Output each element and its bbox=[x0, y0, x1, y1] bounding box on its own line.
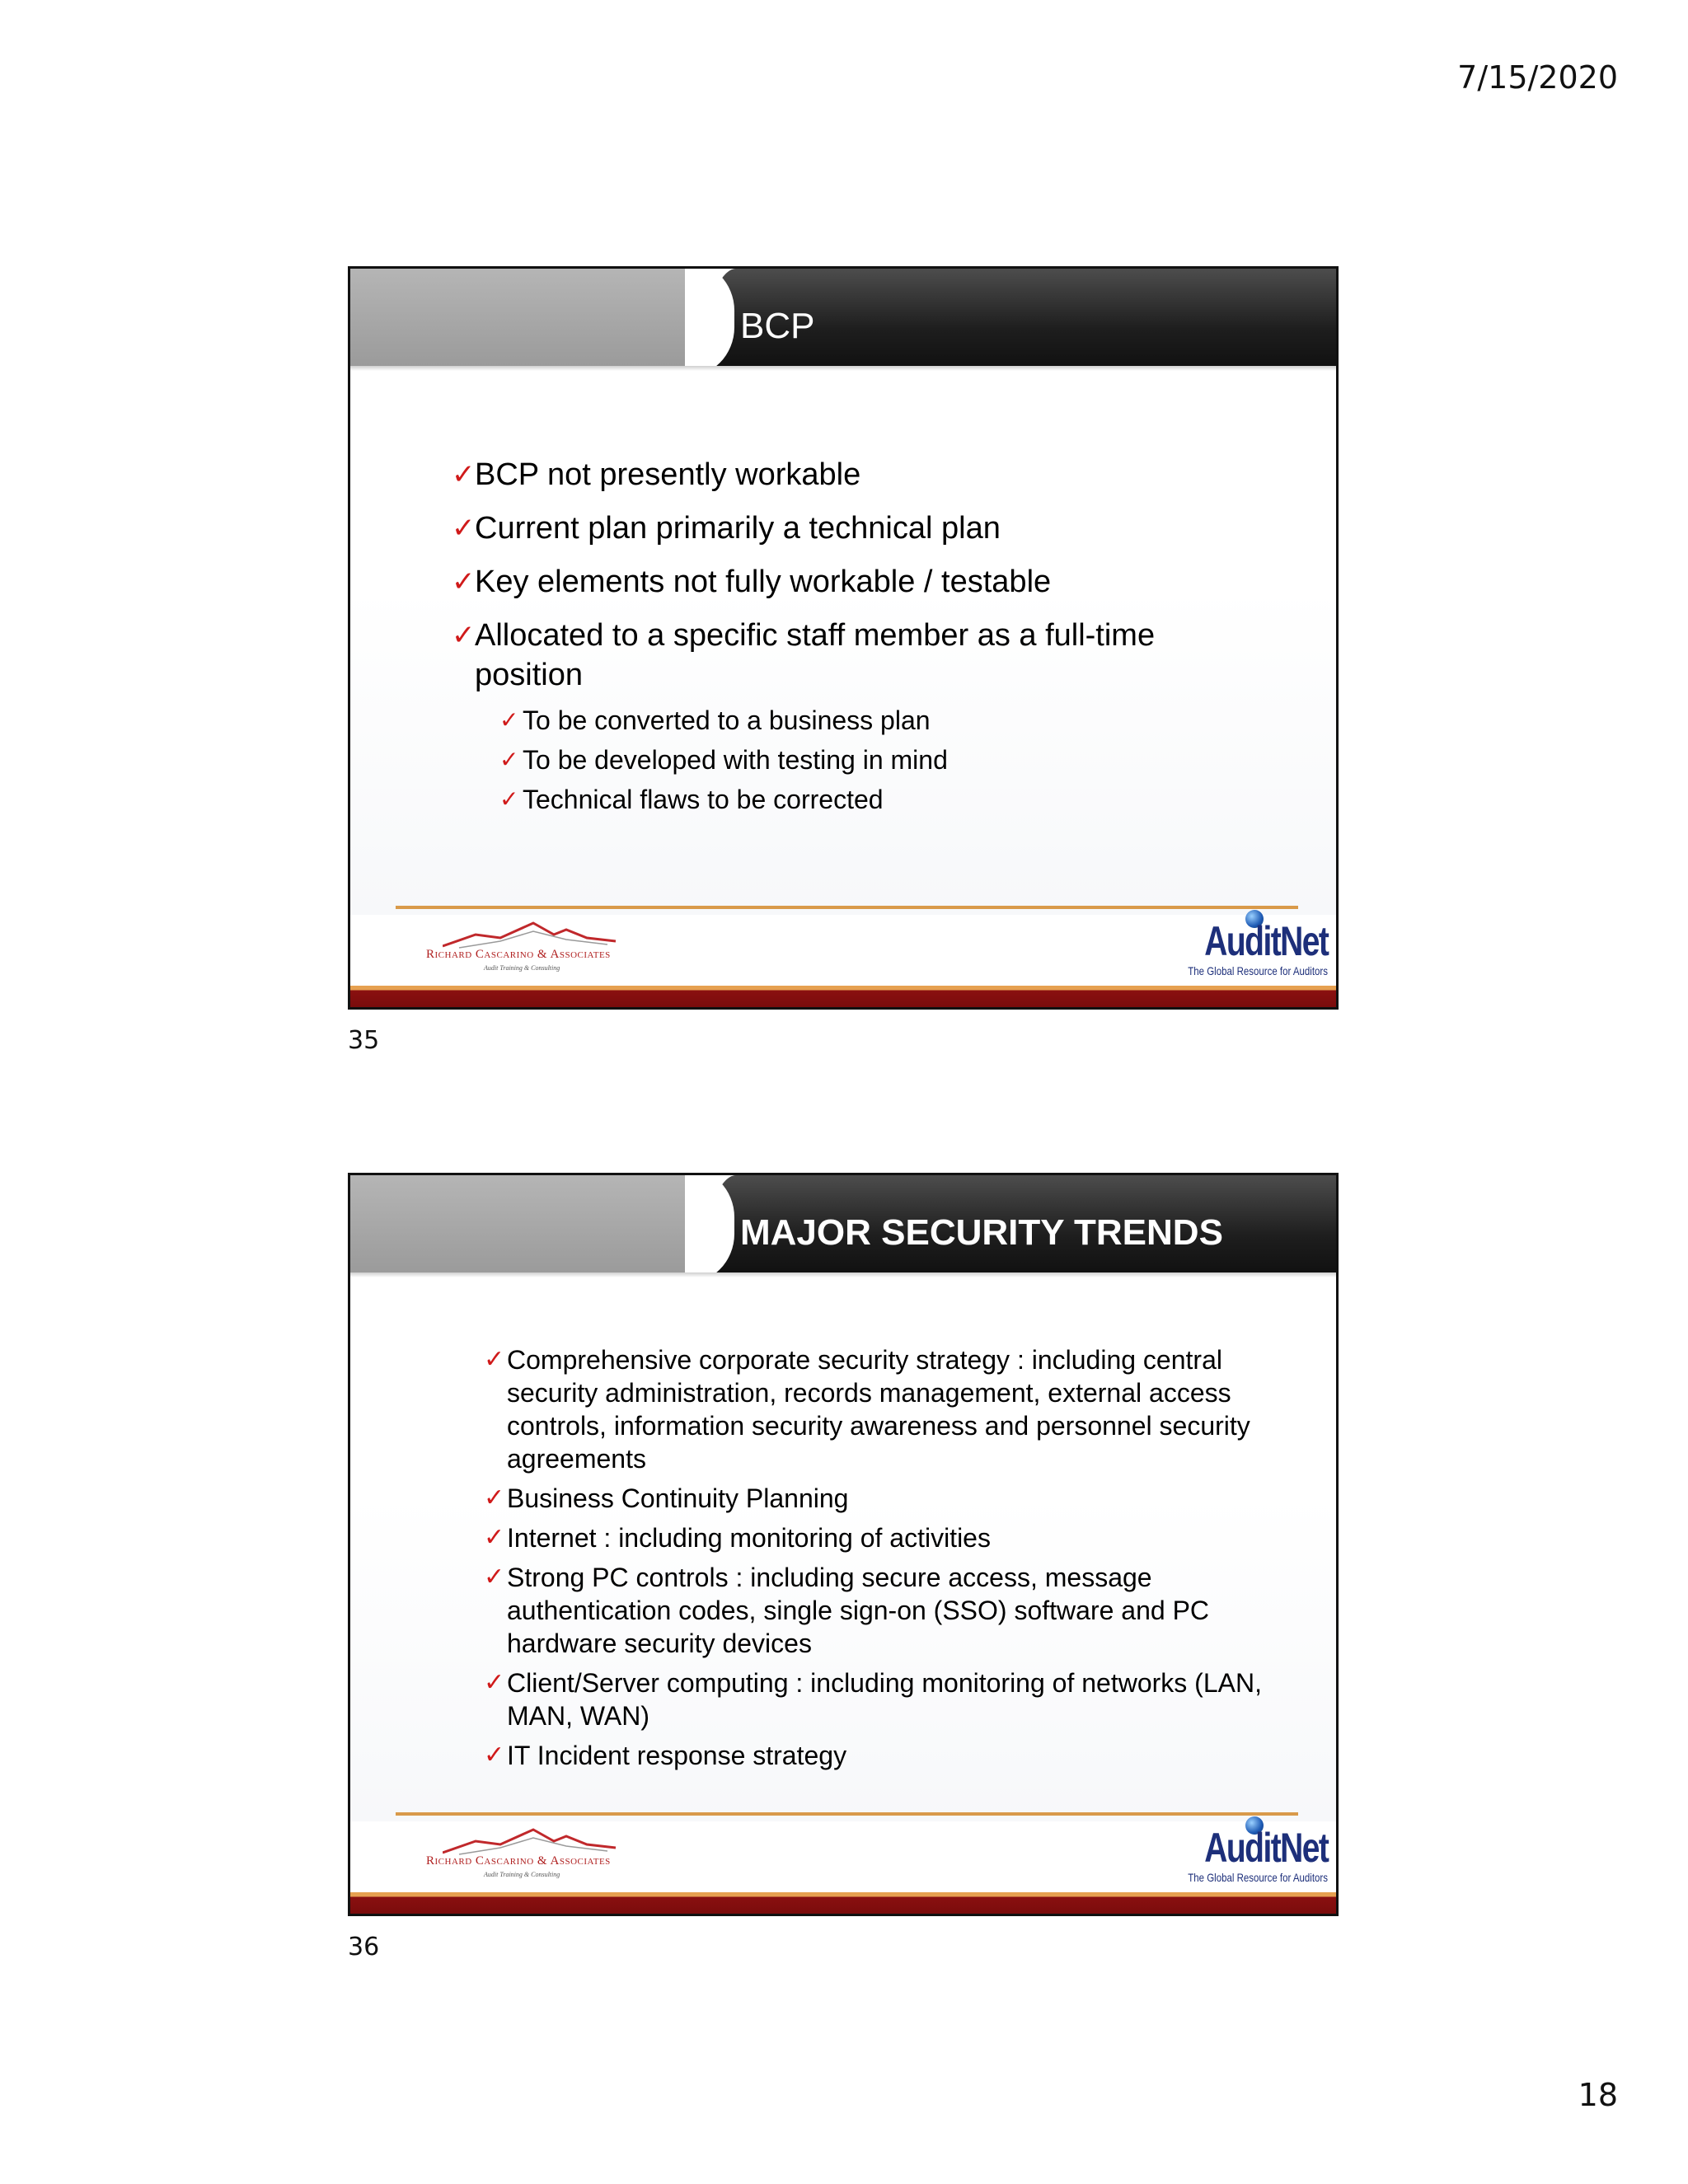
right-logo-name: AuditNet bbox=[1203, 918, 1328, 964]
bullet-text: Strong PC controls : including secure access, message authentication codes, single sign-on (SSO) software and PC hardware security devices bbox=[507, 1563, 1210, 1658]
right-logo-tagline: The Global Resource for Auditors bbox=[1188, 964, 1328, 977]
bullet-text: Key elements not fully workable / testable bbox=[475, 565, 1052, 599]
sub-list-item bbox=[499, 743, 1276, 777]
left-logo-tagline: Audit Training & Consulting bbox=[484, 1871, 560, 1878]
checkmark-icon: ✓ bbox=[499, 747, 519, 772]
checkmark-icon: ✓ bbox=[484, 1524, 505, 1551]
checkmark-icon: ✓ bbox=[499, 786, 519, 812]
footer-bar bbox=[350, 986, 1336, 1007]
slide-body bbox=[350, 371, 1336, 915]
footer-logo-left bbox=[426, 1826, 640, 1884]
slide-number: 36 bbox=[348, 1933, 380, 1961]
right-logo-tagline: The Global Resource for Auditors bbox=[1188, 1871, 1328, 1884]
list-item bbox=[452, 455, 1276, 494]
footer-bar bbox=[350, 1892, 1336, 1914]
footer-line bbox=[396, 1812, 1298, 1816]
checkmark-icon: ✓ bbox=[452, 566, 476, 598]
checkmark-icon: ✓ bbox=[484, 1741, 505, 1769]
bullet-list bbox=[452, 455, 1276, 822]
checkmark-icon: ✓ bbox=[484, 1669, 505, 1696]
list-item bbox=[484, 1561, 1275, 1660]
slide-bcp bbox=[348, 266, 1339, 1010]
left-logo-name: Richard Cascarino & Associates bbox=[426, 1854, 611, 1868]
bullet-text: Client/Server computing : including monitoring of networks (LAN, MAN, WAN) bbox=[507, 1668, 1262, 1731]
checkmark-icon: ✓ bbox=[452, 513, 476, 544]
list-item bbox=[452, 616, 1276, 695]
checkmark-icon: ✓ bbox=[499, 707, 519, 733]
sub-bullet-text: To be converted to a business plan bbox=[523, 705, 931, 735]
slide-body bbox=[350, 1277, 1336, 1821]
bullet-text: Comprehensive corporate security strategy : including central security administration, records management, external access controls, information security awareness and personnel security agreements bbox=[507, 1345, 1250, 1474]
slide-header bbox=[350, 1175, 1336, 1276]
checkmark-icon: ✓ bbox=[484, 1346, 505, 1373]
footer-line bbox=[396, 906, 1298, 909]
bullet-text: BCP not presently workable bbox=[475, 457, 861, 492]
bullet-text: IT Incident response strategy bbox=[507, 1741, 847, 1770]
mountain-logo-icon bbox=[443, 920, 624, 949]
list-item bbox=[484, 1666, 1275, 1732]
page-date: 7/15/2020 bbox=[1457, 59, 1618, 96]
slide-title: BCP bbox=[740, 306, 815, 346]
bullet-text: Internet : including monitoring of activities bbox=[507, 1523, 991, 1553]
slide-major-security-trends bbox=[348, 1173, 1339, 1916]
header-left-panel bbox=[350, 269, 705, 369]
checkmark-icon: ✓ bbox=[484, 1563, 505, 1591]
list-item bbox=[452, 509, 1276, 548]
left-logo-name: Richard Cascarino & Associates bbox=[426, 948, 611, 961]
list-item bbox=[484, 1521, 1275, 1554]
slide-title: MAJOR SECURITY TRENDS bbox=[740, 1212, 1223, 1253]
sub-list-item bbox=[499, 703, 1276, 738]
slide-number: 35 bbox=[348, 1026, 380, 1055]
mountain-logo-icon bbox=[443, 1826, 624, 1856]
footer-logo-right bbox=[1188, 1816, 1328, 1891]
right-logo-name: AuditNet bbox=[1203, 1825, 1328, 1871]
sub-bullet-text: To be developed with testing in mind bbox=[523, 745, 948, 775]
checkmark-icon: ✓ bbox=[452, 620, 476, 651]
slide-header bbox=[350, 269, 1336, 369]
bullet-text: Current plan primarily a technical plan bbox=[475, 511, 1001, 546]
sub-list-item bbox=[499, 782, 1276, 817]
footer-logo-right bbox=[1188, 910, 1328, 984]
sub-bullet-text: Technical flaws to be corrected bbox=[523, 785, 884, 814]
checkmark-icon: ✓ bbox=[484, 1484, 505, 1511]
bullet-text: Business Continuity Planning bbox=[507, 1483, 849, 1513]
page-number: 18 bbox=[1578, 2077, 1618, 2113]
list-item bbox=[484, 1482, 1275, 1515]
checkmark-icon: ✓ bbox=[452, 459, 476, 490]
list-item bbox=[484, 1739, 1275, 1772]
list-item bbox=[484, 1343, 1275, 1475]
bullet-text: Allocated to a specific staff member as a full-time position bbox=[475, 618, 1156, 692]
footer-logo-left bbox=[426, 920, 640, 977]
list-item bbox=[452, 562, 1276, 602]
bullet-list bbox=[484, 1343, 1275, 1779]
header-left-panel bbox=[350, 1175, 705, 1276]
left-logo-tagline: Audit Training & Consulting bbox=[484, 964, 560, 972]
